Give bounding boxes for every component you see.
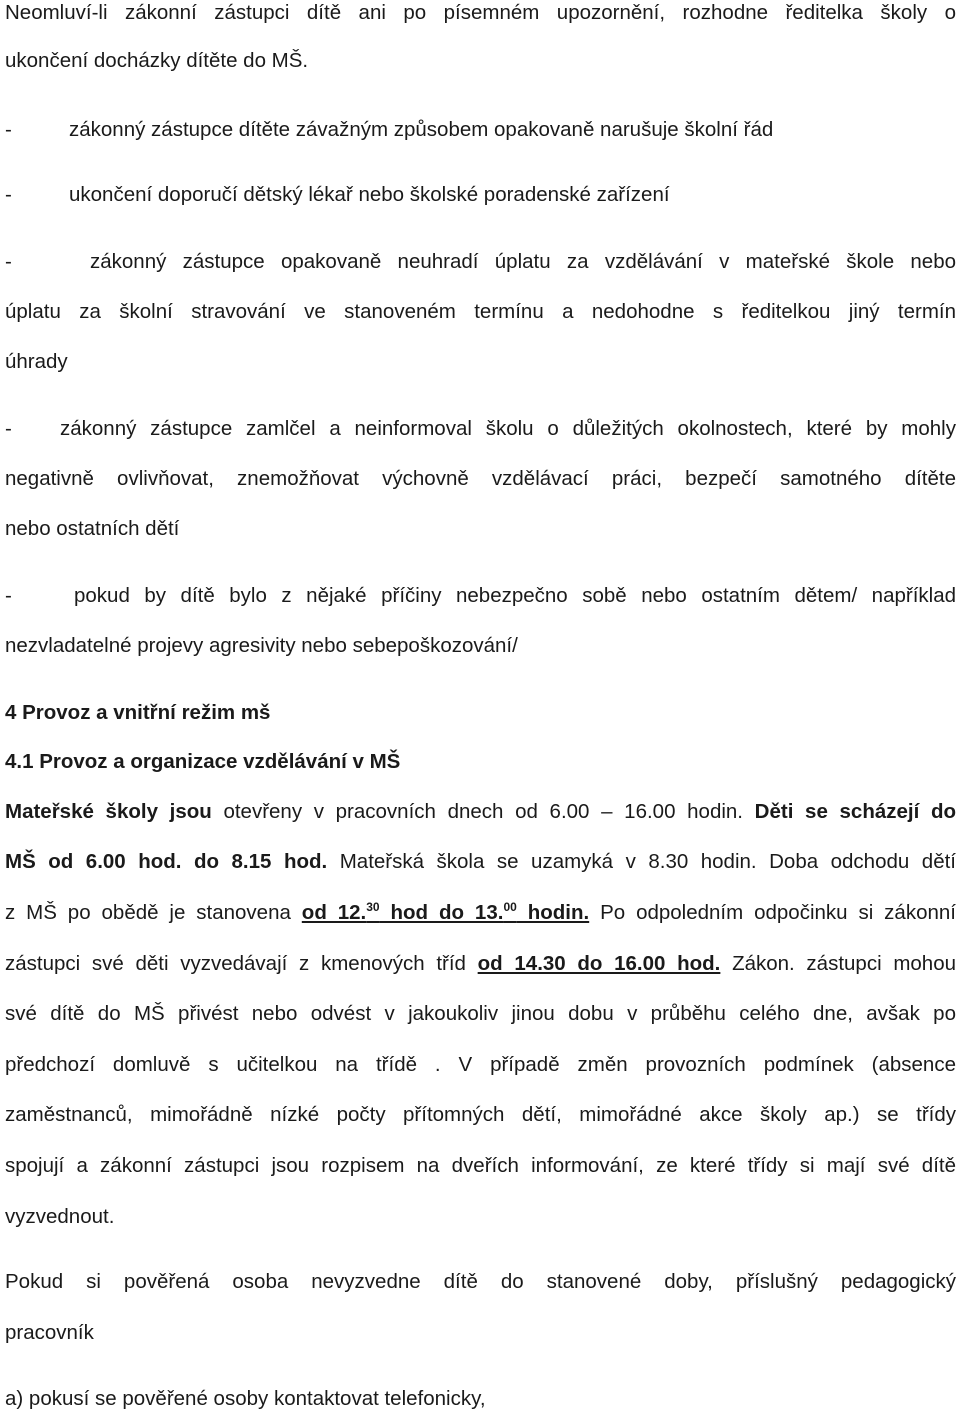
list-item [5, 182, 956, 208]
bold-text: MŠ od 6.00 hod. do 8.15 hod. [5, 850, 328, 873]
list-item-line: úhrady [5, 350, 68, 373]
time-part: hod do 13. [379, 901, 504, 924]
paragraph-line: své dítě do MŠ přivést nebo odvést v jakoukoliv jinou dobu v průběhu celého dne, avšak po [5, 1002, 956, 1025]
text-span: Po odpoledním odpočinku si zákonní [589, 901, 956, 924]
bold-text: Děti se scházejí do [754, 800, 956, 823]
text-span: z MŠ po obědě je stanovena [5, 901, 302, 924]
paragraph-line: ukončení docházky dítěte do MŠ. [5, 49, 309, 72]
paragraph-line: Pokud si pověřená osoba nevyzvedne dítě do stanovené doby, příslušný pedagogický [5, 1270, 956, 1293]
paragraph-line [5, 951, 956, 977]
list-item [5, 416, 956, 442]
list-dash: - [5, 118, 12, 141]
list-item [5, 583, 956, 609]
list-dash: - [5, 417, 12, 440]
paragraph-line: předchozí domluvě s učitelkou na třídě . V případě změn provozních podmínek (absence [5, 1053, 956, 1076]
list-item-line: nezvladatelné projevy agresivity nebo sebepoškozování/ [5, 634, 518, 657]
text-span: Mateřská škola se uzamyká v 8.30 hodin. Doba odchodu dětí [327, 850, 956, 873]
list-item-text: zákonný zástupce opakovaně neuhradí úplatu za vzdělávání v mateřské škole nebo [90, 250, 956, 273]
list-item-text: ukončení doporučí dětský lékař nebo školské poradenské zařízení [69, 183, 670, 206]
paragraph-line [5, 799, 956, 825]
list-item-line: úplatu za školní stravování ve stanoveném termínu a nedohodne s ředitelkou jiný termín [5, 300, 956, 323]
text-span: Zákon. zástupci mohou [720, 952, 957, 975]
underlined-time [302, 901, 589, 924]
underlined-time: od 14.30 do 16.00 hod. [477, 952, 721, 975]
superscript: 30 [366, 900, 380, 914]
text-span: otevřeny v pracovních dnech od 6.00 – 16.00 hodin. [211, 800, 755, 823]
paragraph-line: pracovník [5, 1321, 94, 1344]
list-item-line: nebo ostatních dětí [5, 517, 180, 540]
list-dash: - [5, 183, 12, 206]
paragraph-line: Neomluví-li zákonní zástupci dítě ani po písemném upozornění, rozhodne ředitelka školy o [5, 1, 956, 24]
paragraph-line: spojují a zákonní zástupci jsou rozpisem na dveřích informování, ze které třídy si mají své dítě [5, 1154, 956, 1177]
list-dash: - [5, 584, 12, 607]
subsection-heading: 4.1 Provoz a organizace vzdělávání v MŠ [5, 750, 401, 773]
paragraph-line: zaměstnanců, mimořádně nízké počty přítomných dětí, mimořádné akce školy ap.) se třídy [5, 1103, 956, 1126]
paragraph-line: vyzvednout. [5, 1205, 115, 1228]
superscript: 00 [503, 900, 517, 914]
paragraph-line: a) pokusí se pověřené osoby kontaktovat telefonicky, [5, 1387, 486, 1410]
paragraph-line [5, 900, 956, 926]
time-part: od 12. [301, 901, 367, 924]
list-dash: - [5, 250, 12, 273]
list-item [5, 249, 956, 275]
time-part: hodin. [516, 901, 590, 924]
list-item-text: pokud by dítě bylo z nějaké příčiny nebezpečno sobě nebo ostatním dětem/ například [74, 584, 956, 607]
paragraph-line [5, 849, 956, 875]
text-span: zástupci své děti vyzvedávají z kmenových tříd [5, 952, 478, 975]
section-heading: 4 Provoz a vnitřní režim mš [5, 701, 271, 724]
list-item-text: zákonný zástupce zamlčel a neinformoval školu o důležitých okolnostech, které by mohly [60, 417, 956, 440]
list-item-text: zákonný zástupce dítěte závažným způsobem opakovaně narušuje školní řád [69, 118, 774, 141]
bold-text: Mateřské školy jsou [5, 800, 212, 823]
list-item-line: negativně ovlivňovat, znemožňovat výchovně vzdělávací práci, bezpečí samotného dítěte [5, 467, 956, 490]
list-item [5, 117, 956, 143]
